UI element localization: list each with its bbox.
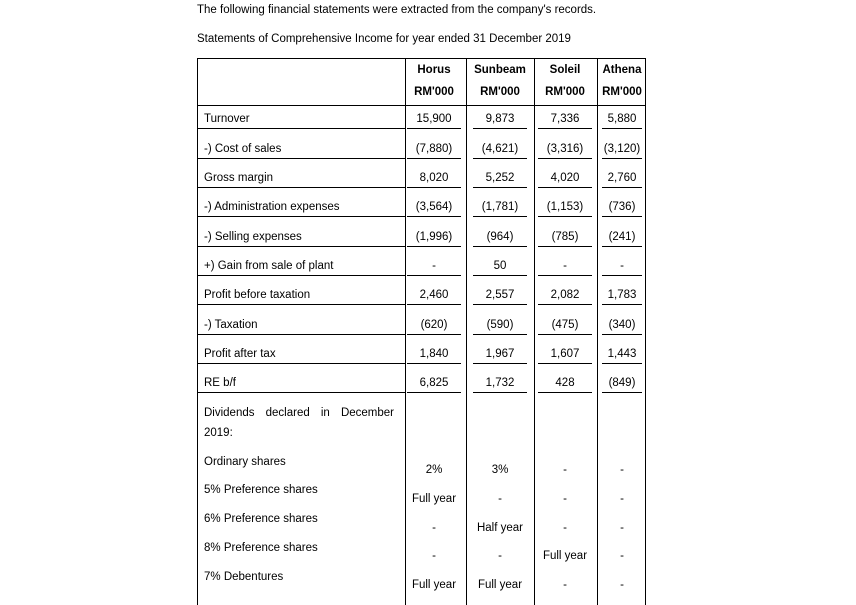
- row-underline: [198, 363, 405, 364]
- cell-underline: [602, 275, 642, 276]
- cell-underline: [538, 363, 592, 364]
- row-label: -) Cost of sales: [204, 143, 282, 155]
- cell-underline: [473, 158, 527, 159]
- col-header-sunbeam: Sunbeam RM'000: [474, 64, 526, 98]
- cell-underline: [473, 304, 527, 305]
- row-value: -: [620, 260, 624, 272]
- cell-underline: [473, 128, 527, 129]
- row-value: (1,996): [415, 231, 453, 243]
- cell-underline: [473, 216, 527, 217]
- row-value: 1,443: [607, 348, 637, 360]
- row-underline: [198, 128, 405, 129]
- dividend-value: -: [620, 550, 624, 562]
- dividend-value: -: [432, 550, 436, 562]
- cell-underline: [538, 158, 592, 159]
- cell-underline: [602, 392, 642, 393]
- row-value: (340): [608, 319, 636, 331]
- row-value: 2,460: [419, 289, 449, 301]
- row-value: (3,564): [415, 201, 453, 213]
- row-label: Profit before taxation: [204, 289, 311, 301]
- cell-underline: [602, 304, 642, 305]
- cell-underline: [538, 128, 592, 129]
- dividend-value: -: [563, 464, 567, 476]
- column-divider: [466, 59, 467, 605]
- row-label: Gross margin: [204, 172, 274, 184]
- row-underline: [198, 275, 405, 276]
- row-value: (620): [420, 319, 448, 331]
- dividend-value: -: [620, 522, 624, 534]
- row-value: (736): [608, 201, 636, 213]
- header-divider: [198, 105, 645, 106]
- row-underline: [198, 216, 405, 217]
- cell-underline: [407, 275, 461, 276]
- dividend-value: Full year: [411, 579, 457, 591]
- cell-underline: [473, 275, 527, 276]
- row-underline: [198, 334, 405, 335]
- dividend-label: Ordinary shares: [204, 456, 286, 468]
- dividend-value: -: [620, 579, 624, 591]
- col-header-horus: Horus RM'000: [414, 64, 454, 98]
- row-value: (241): [608, 231, 636, 243]
- row-value: 2,557: [485, 289, 515, 301]
- row-value: 15,900: [416, 113, 452, 125]
- row-label: -) Taxation: [204, 319, 258, 331]
- row-label: -) Administration expenses: [204, 201, 340, 213]
- row-value: 1,783: [607, 289, 637, 301]
- row-label: RE b/f: [204, 377, 236, 389]
- cell-underline: [473, 246, 527, 247]
- cell-underline: [407, 216, 461, 217]
- row-value: -: [563, 260, 567, 272]
- dividend-value: Full year: [542, 550, 588, 562]
- dividend-label: 5% Preference shares: [204, 484, 318, 496]
- cell-underline: [538, 304, 592, 305]
- row-value: 1,607: [550, 348, 580, 360]
- dividend-value: Half year: [476, 522, 524, 534]
- cell-underline: [407, 363, 461, 364]
- dividend-value: Full year: [411, 493, 457, 505]
- cell-underline: [538, 216, 592, 217]
- col-header-athena: Athena RM'000: [602, 64, 642, 98]
- dividend-value: 2%: [425, 464, 443, 476]
- cell-underline: [407, 187, 461, 188]
- row-value: (1,153): [546, 201, 584, 213]
- cell-underline: [602, 363, 642, 364]
- cell-underline: [538, 392, 592, 393]
- row-underline: [198, 304, 405, 305]
- cell-underline: [407, 128, 461, 129]
- cell-underline: [602, 187, 642, 188]
- row-value: 1,732: [485, 377, 515, 389]
- row-value: 50: [493, 260, 507, 272]
- cell-underline: [602, 158, 642, 159]
- cell-underline: [473, 363, 527, 364]
- row-value: 1,840: [419, 348, 449, 360]
- row-value: -: [432, 260, 436, 272]
- row-value: (4,621): [481, 143, 519, 155]
- row-value: (849): [608, 377, 636, 389]
- dividend-label: 7% Debentures: [204, 571, 284, 583]
- cell-underline: [538, 187, 592, 188]
- row-value: (3,316): [546, 143, 584, 155]
- row-value: 2,760: [607, 172, 637, 184]
- row-value: 9,873: [485, 113, 515, 125]
- row-value: (3,120): [603, 143, 641, 155]
- dividends-heading: Dividends declared in December 2019:: [204, 407, 394, 439]
- cell-underline: [538, 246, 592, 247]
- row-underline: [198, 392, 405, 393]
- row-value: 428: [555, 377, 575, 389]
- row-value: 7,336: [550, 113, 580, 125]
- dividend-value: -: [563, 579, 567, 591]
- income-statement-table: [197, 58, 646, 605]
- statement-title: Statements of Comprehensive Income for year ended 31 December 2019: [197, 33, 571, 45]
- dividend-value: -: [620, 464, 624, 476]
- row-value: (475): [551, 319, 579, 331]
- row-underline: [198, 246, 405, 247]
- dividend-value: -: [432, 522, 436, 534]
- row-value: 1,967: [485, 348, 515, 360]
- cell-underline: [602, 246, 642, 247]
- cell-underline: [538, 275, 592, 276]
- dividend-value: -: [498, 493, 502, 505]
- row-value: 5,880: [607, 113, 637, 125]
- cell-underline: [538, 334, 592, 335]
- dividend-value: 3%: [491, 464, 509, 476]
- row-value: (7,880): [415, 143, 453, 155]
- row-value: 4,020: [550, 172, 580, 184]
- row-value: 6,825: [419, 377, 449, 389]
- dividend-label: 6% Preference shares: [204, 513, 318, 525]
- row-value: 2,082: [550, 289, 580, 301]
- col-header-soleil: Soleil RM'000: [545, 64, 585, 98]
- cell-underline: [407, 304, 461, 305]
- row-label: Profit after tax: [204, 348, 276, 360]
- row-label: +) Gain from sale of plant: [204, 260, 334, 272]
- cell-underline: [602, 334, 642, 335]
- cell-underline: [602, 216, 642, 217]
- intro-text: The following financial statements were extracted from the company's records.: [197, 4, 597, 16]
- dividend-value: -: [563, 522, 567, 534]
- row-label: -) Selling expenses: [204, 231, 302, 243]
- row-value: (785): [551, 231, 579, 243]
- cell-underline: [602, 128, 642, 129]
- cell-underline: [473, 187, 527, 188]
- dividend-label: 8% Preference shares: [204, 542, 318, 554]
- cell-underline: [473, 334, 527, 335]
- cell-underline: [407, 158, 461, 159]
- row-label: Turnover: [204, 113, 250, 125]
- row-value: (590): [486, 319, 514, 331]
- dividend-value: -: [620, 493, 624, 505]
- row-value: 5,252: [485, 172, 515, 184]
- row-underline: [198, 187, 405, 188]
- cell-underline: [407, 334, 461, 335]
- dividend-value: -: [498, 550, 502, 562]
- row-value: 8,020: [419, 172, 449, 184]
- row-value: (1,781): [481, 201, 519, 213]
- dividend-value: Full year: [477, 579, 523, 591]
- cell-underline: [407, 392, 461, 393]
- cell-underline: [407, 246, 461, 247]
- row-underline: [198, 158, 405, 159]
- dividend-value: -: [563, 493, 567, 505]
- row-value: (964): [486, 231, 514, 243]
- cell-underline: [473, 392, 527, 393]
